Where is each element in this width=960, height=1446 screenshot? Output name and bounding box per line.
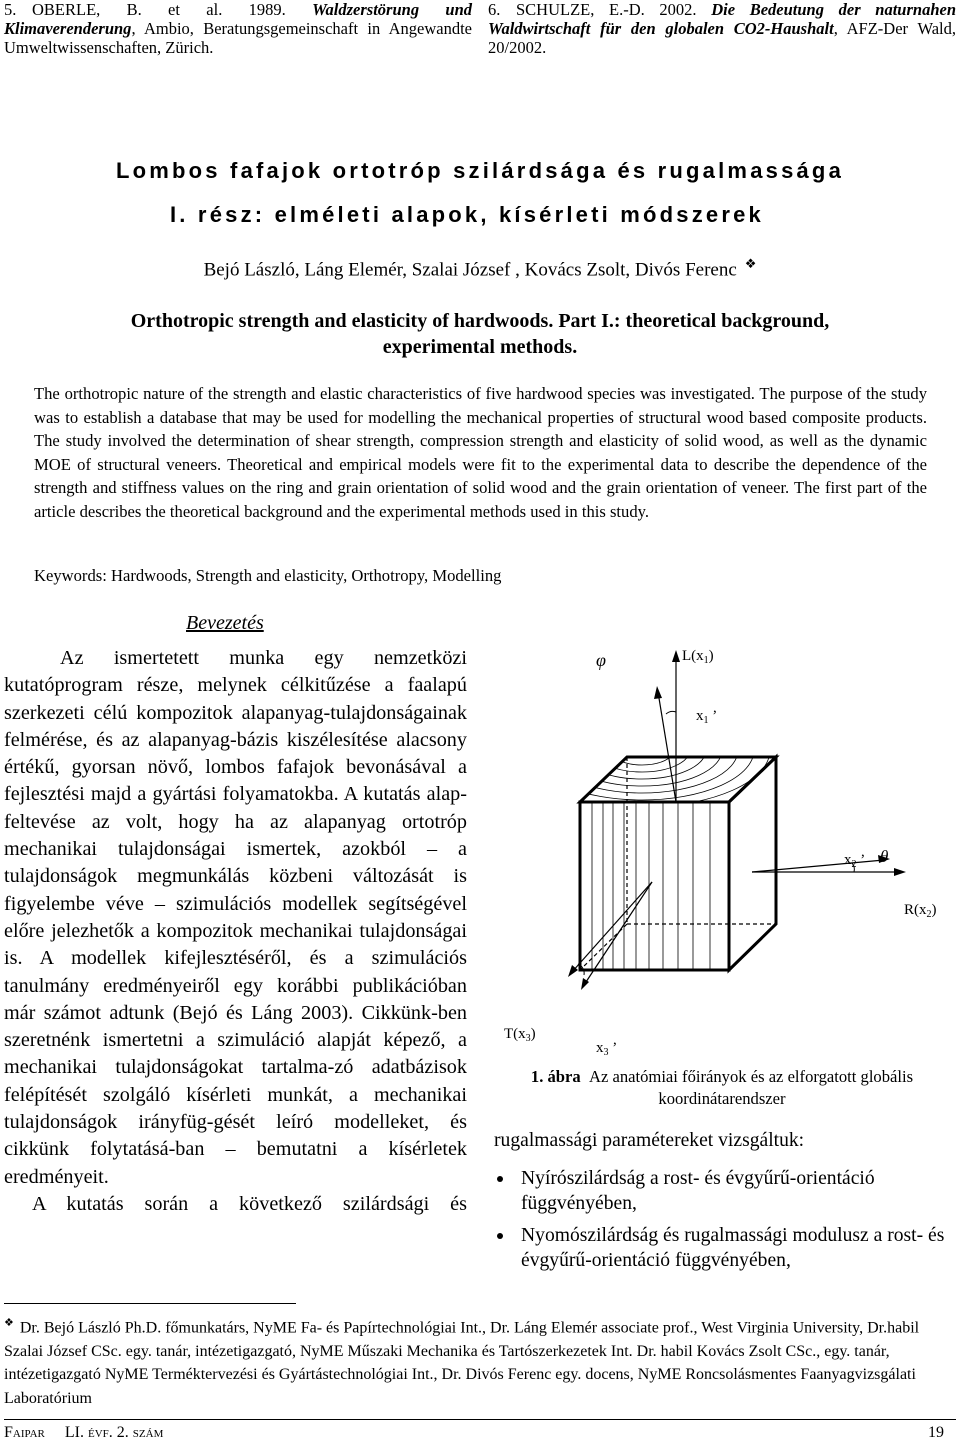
front-face-grain [580,802,729,970]
caption-text: Az anatómiai főirányok és az elforgatott globális koordinátarendszer [588,1067,914,1108]
reference-authors: OBERLE, B. et al. 1989. [32,0,286,19]
body-paragraph-1: Az ismertetett munka egy nemzetközi kutatóprogram része, melynek célkitűzése a faalapú szerkezeti célú kompozitok alapanyag-tulajdonságainak felmérése, és az alapanyag-bázis kiszélesítése alacsony értékű, gyorsan növő, lombos fafajok bevonásával a fejlesztési majd a gyártási folyamatokba. A kutatás alap-feltevése az volt, hogy ha az alapanyag ortotróp mechanikai tulajdonságai ismertek, azokból – a tulajdonságok megmunkálás közbeni változását is figyelembe véve – szimulációs modellek segítségével előre jelezhetők a kompozitok mechanikai tulajdonságai is. A modellek kifejlesztéséről, és a szimulációs tanulmány eredményeiről egy korábbi publikációban már számot adtunk (Bejó és Láng 2003). Cikkünk-ben szeretnénk ismertetni a szimuláció alapját képező, a mechanikai tulajdonságokat tartalma-zó adatbázisok felépítését szolgáló kísérleti munkát, a mechanikai tulajdonságok irányfüg-gését leíró modelleket, és cikkünk folytatásá-ban – bemutatni a kísérletek eredményeit. [4,647,467,1188]
journal-name: Faipar [4,1424,45,1441]
footnote-text: Dr. Bejó László Ph.D. főmunkatárs, NyME Fa- és Papírtechnológiai Int., Dr. Láng Elemér associate prof., West Virginia University, Dr.habil Szalai József CSc. egy. tanár, intézetigazgató, NyME Műszaki Mechanika és Tartószerkezetek Int. Dr. habil Kovács Zsolt CSc., egy. tanár, intézetigazgató NyME Terméktervezési és Gyártástechnológiai Int., Dr. Divós Ferenc egy. docens, NyME Roncsolásmentes Faanyagvizsgálati Laboratórium [4,1319,920,1407]
phi-label: φ [596,650,606,670]
bullet-list [494,1166,956,1280]
list-item [494,1223,956,1273]
wood-cube-diagram [492,632,952,1058]
R-label: $R(x_2)$ [904,902,937,920]
author-names: Bejó László, Láng Elemér, Szalai József , Kovács Zsolt, Divós Ferenc [203,259,737,281]
phi-angle-arc [666,711,676,714]
x3-prime-label: $x_3$ ’ [596,1040,618,1058]
T-label: $T(x_3)$ [504,1026,536,1044]
reference-details: , AFZ-Der Wald, 20/2002. [488,19,956,57]
article-title: Lombos fafajok ortotróp szilárdsága és rugalmassága [115,158,845,183]
theta-label: θ [880,847,889,866]
L-label: $L(x_1)$ [682,648,714,666]
page-number: 19 [928,1424,944,1441]
figure-caption [494,1066,950,1108]
x1-prime-arrow-icon [654,686,662,699]
page-footer [4,1424,954,1444]
list-item [494,1166,956,1216]
x2-prime-label: $x_2$ ’ [844,852,866,870]
footnote [4,1312,954,1410]
figure-coordinate-system [492,632,952,1058]
abstract: The orthotropic nature of the strength and elastic characteristics of five hardwood species was investigated. The purpose of the study was to establish a database that may be used for modelling the mechanical properties of structural wood based composite products. The study involved the determination of shear strength, compression strength and elasticity of solid wood, as well as the dynamic MOE of structural veneers. Theoretical and empirical models were fit to the experimental data to describe the dependence of the strength and stiffness values on the ring and grain orientation of solid wood and the grain orientation of veneer. The first part of the article describes the theoretical background and the experimental methods used in this study. [34,384,927,521]
english-title [0,308,960,360]
issue-info: LI. évf. 2. szám [64,1424,164,1441]
reference-title: Waldzerstörung und Klimaverenderung [4,0,472,38]
article-subtitle: I. rész: elméleti alapok, kísérleti módszerek [170,202,764,227]
R-axis-arrow-icon [894,868,906,876]
reference-title: Die Bedeutung der naturnahen Waldwirtschaft für den globalen CO2-Haushalt [488,0,957,38]
section-heading: Bevezetés [186,612,264,634]
body-text-left-column [4,645,467,1218]
body-paragraph-2: A kutatás során a következő szilárdsági és [32,1192,467,1215]
footer-divider [4,1419,956,1420]
english-title-line-1: Orthotropic strength and elasticity of hardwoods. Part I.: theoretical background, [130,310,830,332]
right-column-intro: rugalmassági paramétereket vizsgáltuk: [494,1130,805,1151]
reference-5 [4,0,472,57]
list-item-text: Nyomószilárdság és rugalmassági modulusz a rost- és évgyűrű-orientáció függvényében, [521,1225,945,1271]
x1-prime-label: $x_1$ ’ [696,708,718,726]
reference-number: 6. [488,0,501,19]
reference-6 [488,0,956,57]
reference-number: 5. [4,0,17,19]
keywords: Keywords: Hardwoods, Strength and elasticity, Orthotropy, Modelling [34,566,502,585]
reference-list [0,0,960,70]
reference-details: , Ambio, Beratungsgemeinschaft in Angewandte Umweltwissenschaften, Zürich. [4,19,472,57]
author-line [0,256,960,281]
footnote-divider [4,1303,296,1304]
footnote-marker-icon: ❖ [744,256,757,271]
footnote-marker-icon: ❖ [4,1317,14,1329]
caption-number: 1. ábra [530,1067,581,1086]
L-axis-arrow-icon [672,650,680,662]
reference-authors: SCHULZE, E.-D. 2002. [516,0,697,19]
list-item-text: Nyírószilárdság a rost- és évgyűrű-orientáció függvényében, [521,1168,875,1214]
bullet-icon [497,1176,503,1182]
english-title-line-2: experimental methods. [382,336,578,358]
bullet-icon [497,1233,503,1239]
